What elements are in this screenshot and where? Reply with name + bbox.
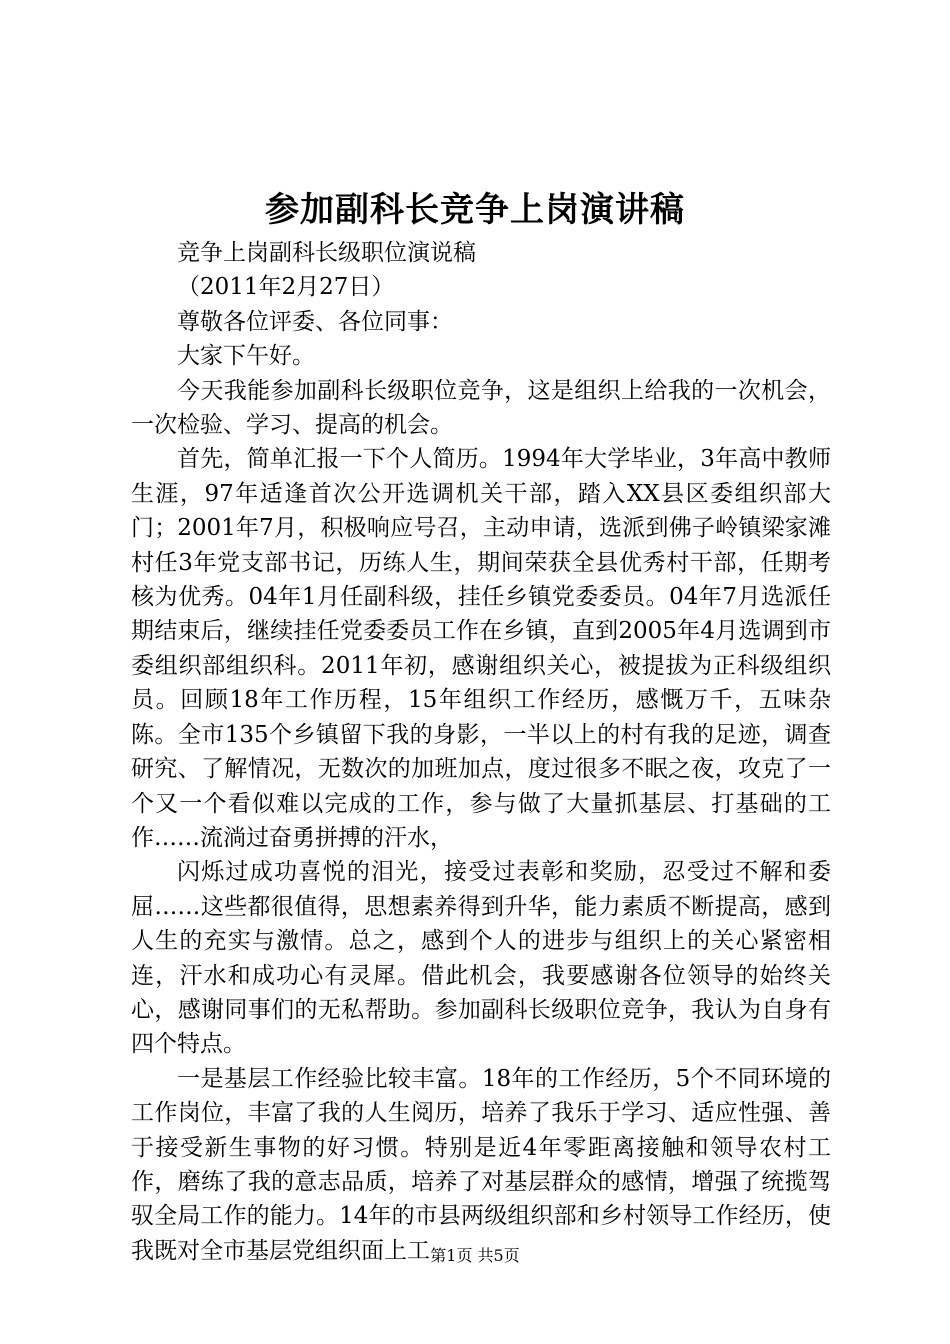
paragraph-date: （2011年2月27日） [177, 274, 395, 301]
paragraph-salutation: 尊敬各位评委、各位同事： [177, 308, 453, 335]
paragraph-reflection: 闪烁过成功喜悦的泪光，接受过表彰和奖励，忍受过不解和委屈……这些都很值得，思想素养得到升华，能力素质不断提高，感到人生的充实与激情。总之，感到个人的进步与组织上的关心紧密相连，汗水和成功心有灵犀。借此机会，我要感谢各位领导的始终关心，感谢同事们的无私帮助。参加副科长级职位竞争，我认为自身有四个特点。 [131, 859, 831, 1058]
paragraph-resume: 首先，简单汇报一下个人简历。1994年大学毕业，3年高中教师生涯，97年适逢首次公开选调机关干部，踏入XX县区委组织部大门；2001年7月，积极响应号召，主动申请，选派到佛子岭镇梁家滩村任3年党支部书记，历练人生，期间荣获全县优秀村干部，任期考核为优秀。04年1月任副科级，挂任乡镇党委委员。04年7月选派任期结束后，继续挂任党委委员工作在乡镇，直到2005年4月选调到市委组织部组织科。2011年初，感谢组织关心，被提拔为正科级组织员。回顾18年工作历程，15年组织工作经历，感慨万千，五味杂陈。全市135个乡镇留下我的身影，一半以上的村有我的足迹，调查研究、了解情况，无数次的加班加点，度过很多不眠之夜，攻克了一个又一个看似难以完成的工作，参与做了大量抓基层、打基础的工作……流淌过奋勇拼搏的汗水， [131, 446, 831, 851]
paragraph-opening: 今天我能参加副科长级职位竞争，这是组织上给我的一次机会，一次检验、学习、提高的机会。 [131, 377, 831, 439]
document-body [131, 236, 831, 1268]
page-title: 参加副科长竞争上岗演讲稿 [265, 190, 685, 230]
paragraph-strength-one: 一是基层工作经验比较丰富。18年的工作经历，5个不同环境的工作岗位，丰富了我的人生阅历，培养了我乐于学习、适应性强、善于接受新生事物的好习惯。特别是近4年零距离接触和领导农村工作，磨练了我的意志品质，培养了对基层群众的感情，增强了统揽驾驭全局工作的能力。14年的市县两级组织部和乡村领导工作经历，使我既对全市基层党组织面上工 [131, 1065, 831, 1264]
paragraph-subtitle: 竞争上岗副科长级职位演说稿 [177, 240, 476, 266]
paragraph-greeting: 大家下午好。 [177, 343, 315, 370]
page-footer: 第1页 共5页 [430, 1246, 520, 1265]
